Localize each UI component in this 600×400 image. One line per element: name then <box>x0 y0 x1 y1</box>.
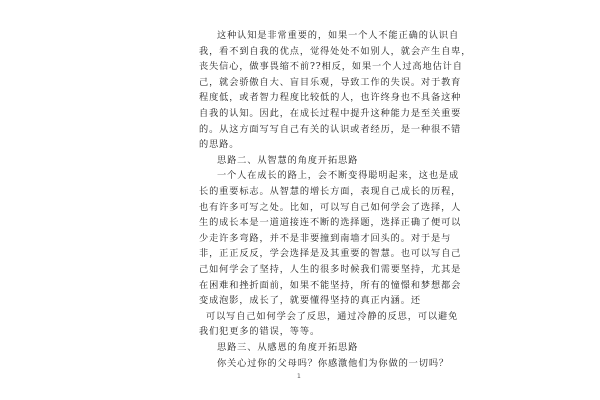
paragraph-line: 生的成长本是一道道接连不断的选择题，选择正确了便可以 <box>199 217 462 228</box>
paragraph-line: 这种认知是非常重要的，如果一个人不能正确的认识自 <box>217 30 460 41</box>
paragraph-line: 长的重要标志。从智慧的增长方面，表现自己成长的历程， <box>199 186 462 197</box>
paragraph-line: 也有许多可写之处。比如，可以写自己如何学会了选择，人 <box>199 202 462 213</box>
paragraph-line: 程度低，或者智力程度比较低的人，也许终身也不具备这种 <box>199 92 462 103</box>
paragraph-line: 少走许多弯路，并不是非要撞到南墙才回头的。对于是与 <box>199 233 452 244</box>
paragraph-line: 非，正正反反，学会选择是及其重要的智慧。也可以写自己 <box>199 248 462 259</box>
page-number: 1 <box>297 373 301 380</box>
paragraph-line: 自我的认知。因此，在成长过程中提升这种能力是至关重要 <box>199 108 462 119</box>
section-heading: 思路二、从智慧的角度开拓思路 <box>217 155 359 166</box>
paragraph-line: 我们犯更多的错误，等等。 <box>199 326 321 337</box>
paragraph-line: 在困难和挫折面前，如果不能坚持，所有的憧憬和梦想都会 <box>199 280 462 291</box>
paragraph-line: 的思路。 <box>199 139 240 150</box>
paragraph-line: 可以写自己如何学会了反思，通过冷静的反思，可以避免 <box>206 311 459 322</box>
paragraph-line: 变成泡影，成长了，就要懂得坚持的真正内涵。还 <box>199 295 421 306</box>
paragraph-line: 一个人在成长的路上，会不断变得聪明起来，这也是成 <box>217 170 460 181</box>
paragraph-line: 我，看不到自我的优点，觉得处处不如别人，就会产生自卑， <box>199 46 472 57</box>
paragraph-line: 己，就会骄傲自大、盲目乐观，导致工作的失误。对于教育 <box>199 77 462 88</box>
section-heading: 思路三、从感恩的角度开拓思路 <box>217 342 359 353</box>
paragraph-line: 己如何学会了坚持，人生的很多时候我们需要坚持，尤其是 <box>199 264 462 275</box>
paragraph-line: 丧失信心，做事畏缩不前??相反，如果一个人过高地估计自 <box>199 61 463 72</box>
paragraph-line: 的。从这方面写写自己有关的认识或者经历，是一种很不错 <box>199 124 462 135</box>
paragraph-line: 你关心过你的父母吗？你感激他们为你做的一切吗？ <box>217 358 450 369</box>
